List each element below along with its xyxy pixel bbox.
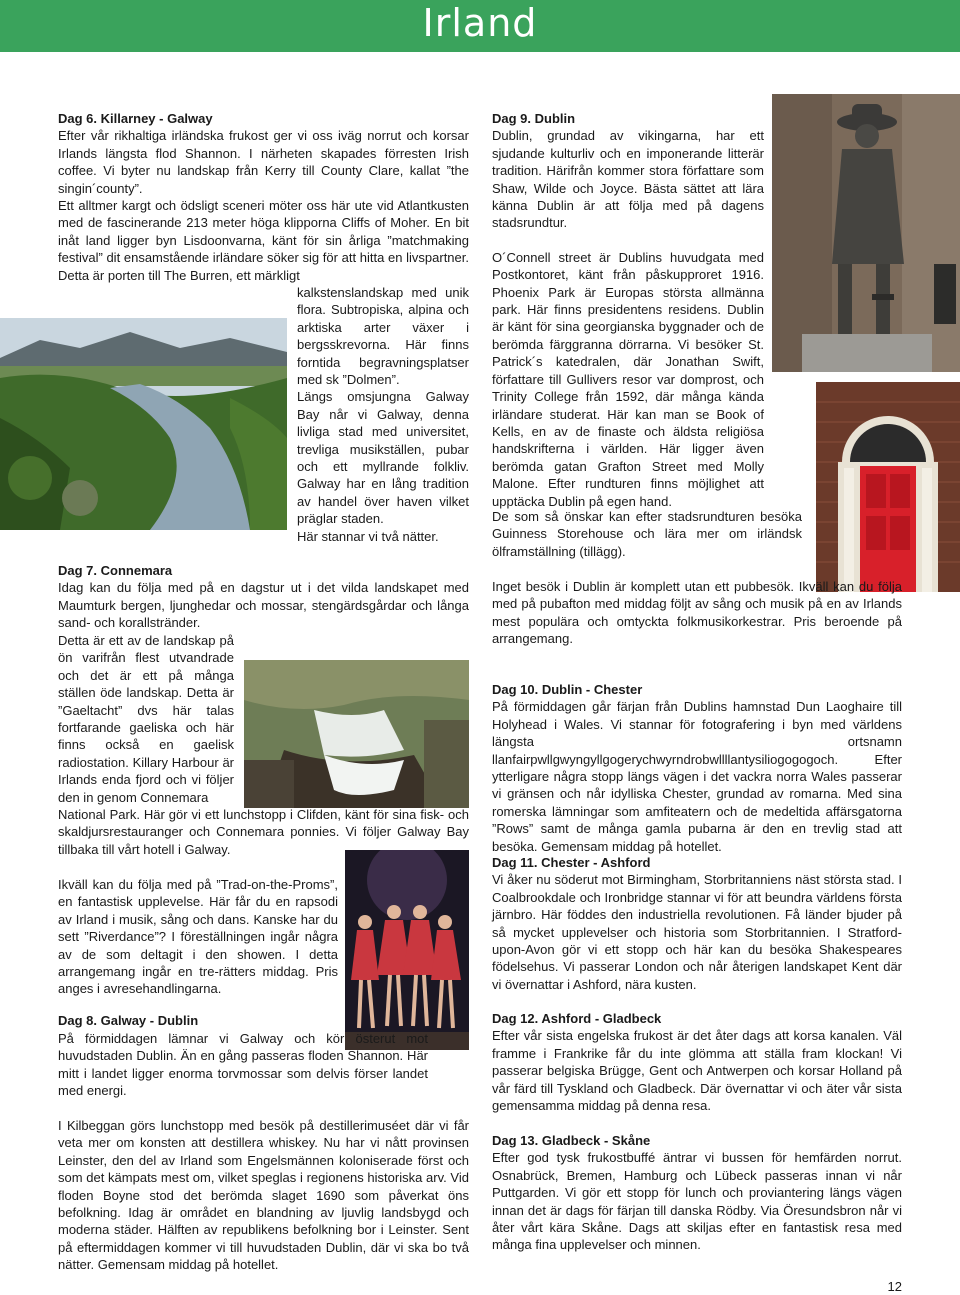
day9-paragraph-2: O´Connell street är Dublins huvudgata med Postkontoret, känt från påskupproret 1916. Phoenix Park är Europas största allmänna park. Här finns presidentens residens. Dublin är känt för sina georgianska byggnader och de berömda färggranna dörrarna. Vi besöker St. Patrick´s katedralen, där Jonathan Swift, författare till Gullivers resor var domprost, och Trinity College från 1592, där många kända irländare studerat. Här kan man se Book of Kells, en av de finaste och äldsta religiösa handskrifterna i världen. Här ligger även berömda gatan Grafton Street med Molly Malone. Efter rundturen finns möjlighet att upptäcka Dublin på egen hand. <box>492 249 764 509</box>
day12-section <box>492 1010 902 1114</box>
day8-section <box>58 1012 338 1029</box>
day6-continued <box>297 284 469 545</box>
day6-heading: Dag 6. Killarney - Galway <box>58 111 213 126</box>
day11-section <box>492 854 902 993</box>
day8-paragraph-2: I Kilbeggan görs lunchstopp med besök på destillerimuséet där vi får veta mer om konsten att destillera whiskey. Nu har vi nått provinsen Leinster, den del av Irland som Engelsmännen koloniserade först och som det kämpats mest om, vilket speglas i regionens historiska arv. Vid floden Boyne stod det berömda slaget 1690 som påverkat öns befolkning. Idag är området en blandning av ljuvlig landsbygd och moderna städer. Hälften av republikens befolkning bor i Leinster. Sent på eftermiddagen kommer vi till huvudstaden Dublin, där vi ska bo två nätter. Gemensam middag på hotellet. <box>58 1118 469 1273</box>
day6-paragraph-2b: kalkstenslandskap med unik flora. Subtropiska, alpina och arktiska arter växer i bergsskrevorna. Här finns forntida begravningsplatser med sk ”Dolmen”. <box>297 285 469 388</box>
day9-heading: Dag 9. Dublin <box>492 111 576 126</box>
day7-wrap-text <box>58 632 234 806</box>
day9-paragraph-4: Inget besök i Dublin är komplett utan ett pubbesök. Ikväll kan du följa med på pubafton med middag följt av sång och musik på en av Irlands mest populära och omtyckta folkmusikorkestrar. Pris beroende på arrangemang. <box>492 579 902 647</box>
day9-paragraph-3: De som så önskar kan efter stadsrundturen besöka Guinness Storehouse och lära mer om irländsk ölframställning (tillägg). <box>492 509 802 559</box>
day9-paragraph-1: Dublin, grundad av vikingarna, har ett sjudande kulturliv och en imponerande litterär tradition. Härifrån kommer stora författare som Shaw, Wilde och Joyce. Bästa sättet att lära känna Dublin är att följa med på dagens stadsrundtur. <box>492 128 764 231</box>
day12-paragraph-1: Efter vår sista engelska frukost är det åter dags att korsa kanalen. Väl framme i Frankrike får du inte glömma att ställa fram klockan! Vi passerar belgiska Brügge, Gent och Antwerpen och korsar Holland på vår färd till Tyskland och Gladbeck. Där övernattar vi och äter vår sista gemensamma middag på denna resa. <box>492 1028 902 1114</box>
day7-paragraph-3: Ikväll kan du följa med på ”Trad-on-the-Proms”, en fantastisk upplevelse. Här får du en rapsodi av Irland i musik, sång och dans. Kanske har du sett ”Riverdance”? I föreställningen ingår några av de som deltagit i den showen. I detta arrangemang ingår en tre-rätters middag. Pris anges i avresehandlingarna. <box>58 877 338 997</box>
day13-heading: Dag 13. Gladbeck - Skåne <box>492 1133 651 1148</box>
day10-heading: Dag 10. Dublin - Chester <box>492 682 643 697</box>
day10-paragraph-1: På förmiddagen går färjan från Dublins hamnstad Dun Laoghaire till Holyhead i Wales. Vi stannar för fotografering i byn med världens längsta ortsnamn llanfairpwllgwyngyllgogerychwyrndrobwllllantysiliogogogoch. Efter ytterligare några stopp längs vägen i det vackra norra Wales passerar vi gränsen och når idylliska Chester, grundad av romarna. Med sina romerska lämningar som amfiteatern och de medeltida affärsgatorna ”Rows” samt de många gamla pubarna är den en trevlig stad att besöka. Gemensam middag på hotellet. <box>492 699 902 854</box>
day9-guinness <box>492 508 802 560</box>
day8-heading: Dag 8. Galway - Dublin <box>58 1013 199 1028</box>
day6-paragraph-2: Ett alltmer kargt och ödsligt sceneri möter oss här ute vid Atlantkusten med de fascinerande 213 meter höga klipporna Cliffs of Moher. En bit inåt land ligger byn Lisdoonvarna, känt för sin årliga ”matchmaking festival” dit ensamstående irländare söker sig för att hitta en livspartner. Detta är porten till The Burren, ett märkligt <box>58 198 469 283</box>
day7-evening <box>58 876 338 998</box>
day6-section <box>58 110 469 284</box>
day12-heading: Dag 12. Ashford - Gladbeck <box>492 1011 662 1026</box>
red-door-photo <box>816 382 960 592</box>
day7-paragraph-2b: National Park. Här gör vi ett lunchstopp i Clifden, känt för sina fisk- och skaldjursrestauranger och Connemara ponnies. Vi följer Galway Bay tillbaka till vårt hotell i Galway. <box>58 807 469 857</box>
day8-paragraph-1: På förmiddagen lämnar vi Galway och kör österut mot huvudstaden Dublin. Än en gång passeras floden Shannon. Här mitt i landet ligger enorma torvmossar som delvis förser landet med energi. <box>58 1031 428 1099</box>
waterfall-photo <box>244 660 469 808</box>
day13-section <box>492 1132 902 1254</box>
header-banner <box>0 0 960 52</box>
day6-paragraph-4: Här stannar vi två nätter. <box>297 528 439 544</box>
day9-pub <box>492 578 902 648</box>
day13-paragraph-1: Efter god tysk frukostbuffé äntrar vi bussen för hemfärden norrut. Osnabrück, Bremen, Hamburg och Lübeck passeras innan vi når Puttgarden. Vi gör ett stopp för lunch och proviantering längs vägen innan det är dags för färjan till danska Rödby. Via Öresundsbron når vi åter vårt kära Skåne. Dags att skiljas efter en fantastisk resa med många fina upplevelser och minnen. <box>492 1150 902 1253</box>
page-number: 12 <box>887 1279 902 1294</box>
dancers-photo <box>345 850 469 1050</box>
river-landscape-photo <box>0 318 287 530</box>
day10-section <box>492 681 902 855</box>
statue-photo <box>772 94 960 372</box>
day8-continued <box>58 1117 469 1274</box>
page-title: Irland <box>422 1 538 45</box>
day8-wrap-text <box>58 1030 428 1100</box>
day6-paragraph-1: Efter vår rikhaltiga irländska frukost ger vi oss iväg norrut och korsar Irlands längsta flod Shannon. I närheten skapades förresten Irish coffee. Vi byter nu landskap från Kerry till County Clare, kallat ”the singin´county”. <box>58 128 469 196</box>
day7-paragraph-2a: Detta är ett av de landskap på ön varifrån flest utvandrade och det är ett på många ställen öde landskap. Detta är ”Gaeltacht” dvs här talas fortfarande gaeliska och här finns också en gaelisk radiostation. Killary Harbour är Irlands enda fjord och vi följer den in genom Connemara <box>58 633 234 805</box>
day7-heading: Dag 7. Connemara <box>58 563 173 578</box>
day7-section <box>58 562 469 632</box>
day7-paragraph-1: Idag kan du följa med på en dagstur ut i det vilda landskapet med Maumturk bergen, ljunghedar och mossar, stengärdsgårdar och långa sand- och korallstränder. <box>58 580 469 631</box>
day6-paragraph-3: Längs omsjungna Galway Bay når vi Galway, denna livliga stad med universitet, trevliga musikställen, pubar och ett myllrande folkliv. Galway har en lång tradition av handel över haven vilket präglar staden. <box>297 389 469 527</box>
day11-heading: Dag 11. Chester - Ashford <box>492 855 651 870</box>
day11-paragraph-1: Vi åker nu söderut mot Birmingham, Storbritanniens näst största stad. I Coalbrookdale och Ironbridge stannar vi för att beundra världens första järnbro. Här föddes den industriella revolutionen. Få länder bjuder på så mycket upplevelser och historia som Storbritannien. I Stratford-upon-Avon gör vi ett stopp och här kan du besöka Shakespeares födelsehus. Vi passerar London och når återigen landskapet Kent där vi övernattar i Ashford, nära kusten. <box>492 872 902 992</box>
day9-section <box>492 110 764 510</box>
